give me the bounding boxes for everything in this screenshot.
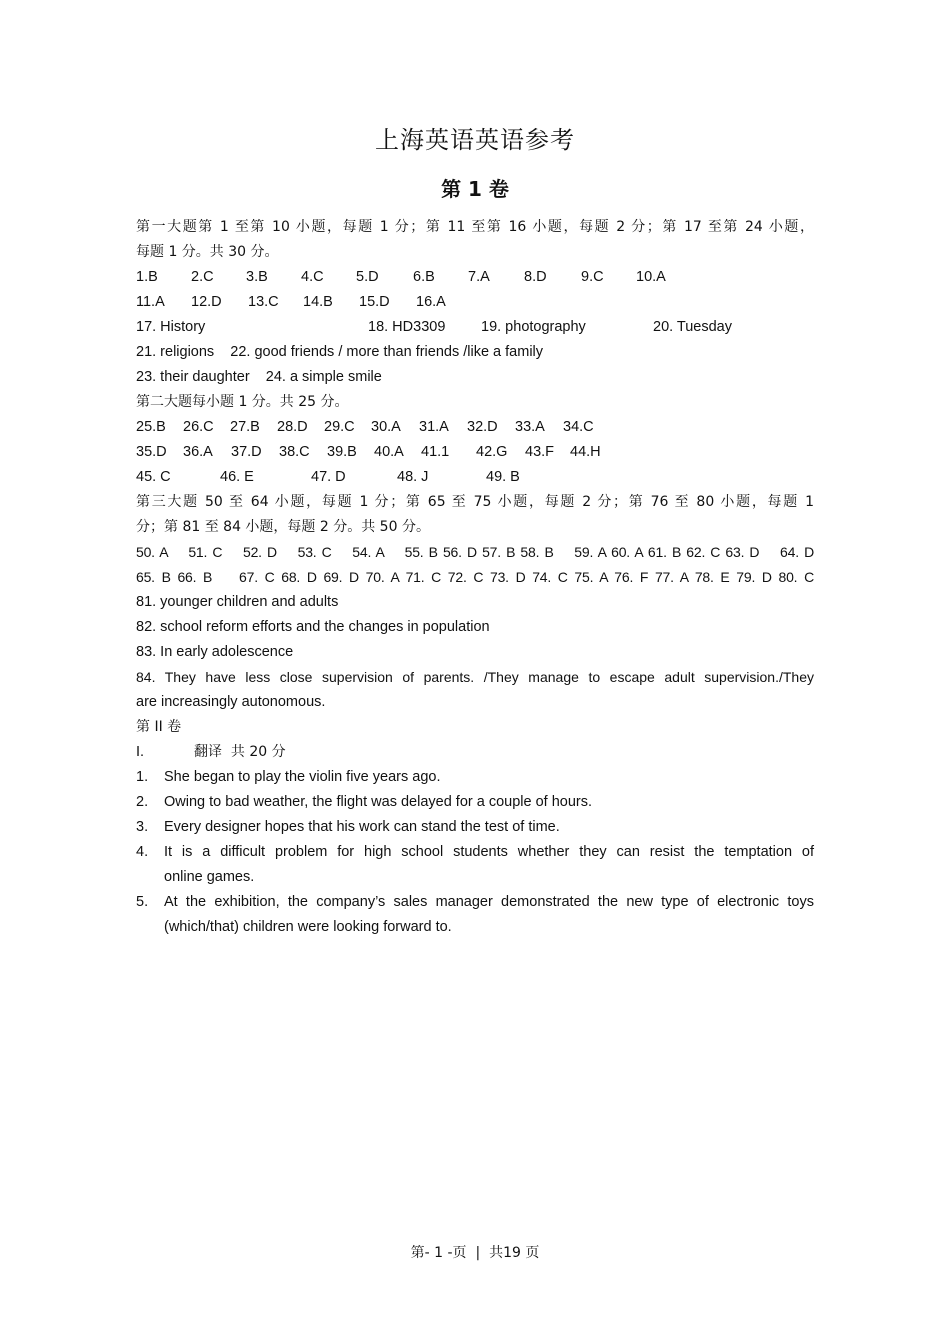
translation-item: [136, 765, 814, 790]
section1-intro-line2: 每题 1 分。共 30 分。: [136, 244, 279, 260]
answer-35: 35.D: [136, 444, 167, 460]
answer-10: 10.A: [636, 269, 666, 285]
answer-84-line1: 84. They have less close supervision of parents. /They manage to escape adult supervision./They: [136, 669, 814, 685]
item-text-line1: At the exhibition, the company’s sales manager demonstrated the new type of electronic toys: [164, 894, 814, 910]
answer-26: 26.C: [183, 419, 214, 435]
page-footer: 第- 1 -页 | 共19 页: [410, 1245, 540, 1261]
answer-1: 1.B: [136, 269, 158, 285]
answer-46: 46. E: [220, 469, 254, 485]
answer-body: [136, 215, 814, 940]
answer-48: 48. J: [397, 469, 429, 485]
answer-12: 12.D: [191, 294, 222, 310]
answer-44: 44.H: [570, 444, 601, 460]
item-text-line1: It is a difficult problem for high school students whether they can resist the temptation of: [164, 844, 814, 860]
answer-30: 30.A: [371, 419, 401, 435]
answer-8: 8.D: [524, 269, 547, 285]
answer-36: 36.A: [183, 444, 213, 460]
answer-47: 47. D: [311, 469, 346, 485]
answer-25: 25.B: [136, 419, 166, 435]
page-title: 上海英语英语参考: [375, 126, 575, 154]
answer-9: 9.C: [581, 269, 604, 285]
answer-13: 13.C: [248, 294, 279, 310]
answer-41: 41.1: [421, 444, 450, 460]
answer-42: 42.G: [476, 444, 508, 460]
answer-82: 82. school reform efforts and the changes in population: [136, 619, 490, 635]
item-text: Owing to bad weather, the flight was delayed for a couple of hours.: [164, 794, 593, 810]
answer-81: 81. younger children and adults: [136, 594, 339, 610]
answer-row-11-16: [136, 290, 814, 315]
answer-row-17-20: [136, 315, 814, 340]
item-number: 1.: [136, 769, 149, 785]
item-number: 5.: [136, 894, 149, 910]
item-number: 3.: [136, 819, 149, 835]
section2-intro: 第二大题每小题 1 分。共 25 分。: [136, 394, 349, 410]
item-number: 2.: [136, 794, 149, 810]
answer-18: 18. HD3309: [368, 319, 446, 335]
answer-28: 28.D: [277, 419, 308, 435]
answer-40: 40.A: [374, 444, 404, 460]
item-text: She began to play the violin five years ago.: [164, 769, 441, 785]
answer-32: 32.D: [467, 419, 498, 435]
section1-intro-line1: 第一大题第 1 至第 10 小题，每题 1 分；第 11 至第 16 小题，每题 2 分；第 17 至第 24 小题，: [136, 219, 814, 235]
answer-84-line2: are increasingly autonomous.: [136, 694, 326, 710]
answer-16: 16.A: [416, 294, 446, 310]
answer-row-21-22: 21. religions 22. good friends / more than friends /like a family: [136, 344, 544, 360]
item-text-line2: online games.: [164, 869, 255, 885]
answer-row-1-10: [136, 265, 814, 290]
translation-item: [136, 840, 814, 890]
answer-31: 31.A: [419, 419, 449, 435]
section3-intro-line1: 第三大题 50 至 64 小题，每题 1 分；第 65 至 75 小题，每题 2 分；第 76 至 80 小题，每题 1: [136, 494, 814, 510]
answer-20: 20. Tuesday: [653, 319, 732, 335]
section3-intro-line2: 分；第 81 至 84 小题，每题 2 分。共 50 分。: [136, 519, 430, 535]
answer-83: 83. In early adolescence: [136, 644, 294, 660]
section-number: I.: [136, 744, 145, 760]
item-text-line2: (which/that) children were looking forward to.: [164, 919, 452, 935]
answer-11: 11.A: [136, 294, 165, 310]
answer-row-65-80: 65. B 66. B 67. C 68. D 69. D 70. A 71. C 72. C 73. D 74. C 75. A 76. F 77. A 78. E 79. D 80. C: [136, 569, 814, 585]
answer-row-50-64: 50. A 51. C 52. D 53. C 54. A 55. B 56. D 57. B 58. B 59. A 60. A 61. B 62. C 63. D 64. D: [136, 544, 814, 560]
answer-19: 19. photography: [481, 319, 586, 335]
answer-3: 3.B: [246, 269, 268, 285]
answer-6: 6.B: [413, 269, 435, 285]
answer-15: 15.D: [359, 294, 390, 310]
answer-2: 2.C: [191, 269, 214, 285]
answer-5: 5.D: [356, 269, 379, 285]
translation-section-heading: [136, 740, 814, 765]
answer-29: 29.C: [324, 419, 355, 435]
translation-item: [136, 890, 814, 940]
answer-7: 7.A: [468, 269, 490, 285]
translation-item: [136, 815, 814, 840]
answer-row-25-34: [136, 415, 814, 440]
answer-43: 43.F: [525, 444, 555, 460]
translation-item: [136, 790, 814, 815]
answer-row-35-44: [136, 440, 814, 465]
volume-heading: 第 1 卷: [441, 177, 509, 201]
answer-row-45-49: [136, 465, 814, 490]
answer-4: 4.C: [301, 269, 324, 285]
item-number: 4.: [136, 844, 149, 860]
section-title: 翻译 共 20 分: [194, 744, 286, 760]
answer-39: 39.B: [327, 444, 357, 460]
answer-27: 27.B: [230, 419, 260, 435]
answer-33: 33.A: [515, 419, 545, 435]
answer-38: 38.C: [279, 444, 310, 460]
answer-49: 49. B: [486, 469, 520, 485]
answer-34: 34.C: [563, 419, 594, 435]
part2-heading: 第 II 卷: [136, 719, 182, 735]
answer-37: 37.D: [231, 444, 262, 460]
answer-14: 14.B: [303, 294, 333, 310]
answer-45: 45. C: [136, 469, 171, 485]
answer-row-23-24: 23. their daughter 24. a simple smile: [136, 369, 382, 385]
answer-17: 17. History: [136, 319, 206, 335]
item-text: Every designer hopes that his work can stand the test of time.: [164, 819, 560, 835]
